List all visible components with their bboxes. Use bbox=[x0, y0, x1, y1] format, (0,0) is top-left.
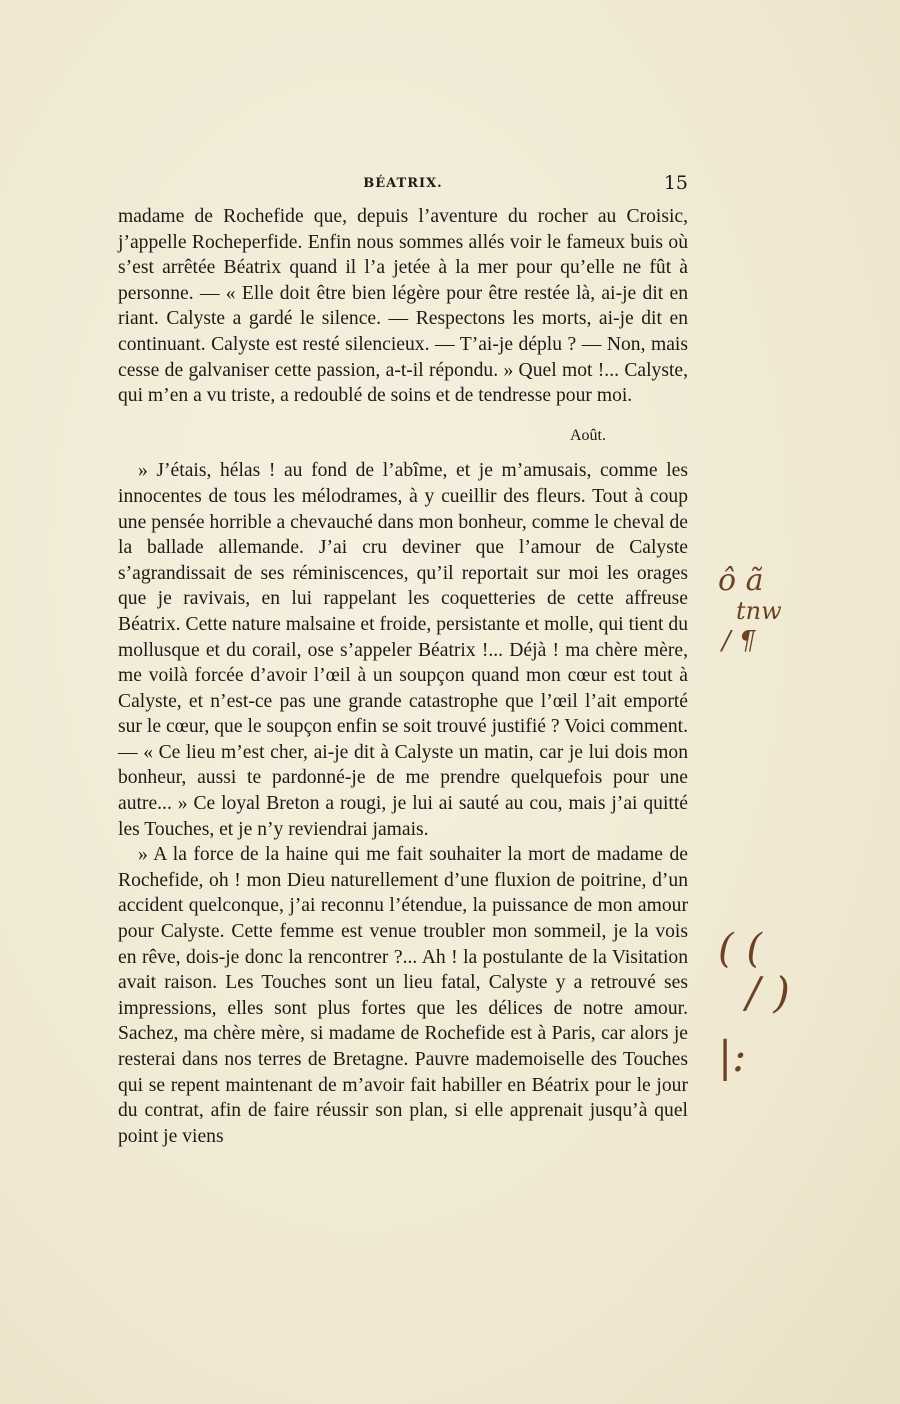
paragraph-1: madame de Rochefide que, depuis l’aventure du rocher au Croisic, j’appelle Rocheperfide. Enfin nous sommes allés voir le fameux buis où s’est arrêtée Béatrix quand il l’a jetée à la mer pour qu’elle ne fût à personne. — « Elle doit être bien légère pour être restée là, ai-je dit en riant. Calyste a gardé le silence. — Respectons les morts, ai-je dit en continuant. Calyste est resté silencieux. — T’ai-je déplu ? — Non, mais cesse de galvaniser cette passion, a-t-il répondu. » Quel mot !... Calyste, qui m’en a vu triste, a redoublé de soins et de tendresse pour moi. bbox=[118, 206, 688, 407]
running-title: BÉATRIX. bbox=[363, 176, 443, 191]
annotation-1-line-3: / ¶ bbox=[722, 626, 756, 656]
margin-annotation-1 bbox=[718, 563, 782, 656]
margin-annotation-4: |: bbox=[718, 1032, 747, 1081]
annotation-1-line-1: ô ã bbox=[718, 563, 764, 598]
page-header bbox=[118, 172, 688, 200]
page-number: 15 bbox=[663, 172, 688, 194]
body-text bbox=[118, 204, 688, 1149]
margin-annotation-3: / ) bbox=[746, 968, 790, 1017]
annotation-1-line-2: tnw bbox=[736, 597, 782, 625]
paragraph-3: » A la force de la haine qui me fait souhaiter la mort de madame de Rochefide, oh ! mon Dieu naturellement d’une fluxion de poitrine, d’un accident quelconque, j’ai reconnu l’étendue, la puissance de mon amour pour Calyste. Cette femme est venue troubler mon sommeil, je la vois en rêve, dois-je donc la rencontrer ?... Ah ! la postulante de la Visitation avait raison. Les Touches sont un lieu fatal, Calyste y a retrouvé ses impressions, elles sont plus fortes que les délices de notre amour. Sachez, ma chère mère, si madame de Rochefide est à Paris, car alors je resterai dans nos terres de Bretagne. Pauvre mademoiselle des Touches qui se repent maintenant de m’avoir fait habiller en Béatrix pour le jour du contrat, afin de faire réussir son plan, si elle apprenait jusqu’à quel point je viens bbox=[118, 844, 688, 1147]
paragraph-2: » J’étais, hélas ! au fond de l’abîme, et je m’amusais, comme les innocentes de tous les mélodrames, à y cueillir des fleurs. Tout à coup une pensée horrible a chevauché dans mon bonheur, comme le cheval de la ballade allemande. J’ai cru deviner que l’amour de Calyste s’agrandissait de ses réminiscences, qu’il reportait sur moi les orages que je ravivais, en lui rappelant les coquetteries de cette affreuse Béatrix. Cette nature malsaine et froide, persistante et molle, qui tient du mollusque et du corail, ose s’appeler Béatrix !... Déjà ! ma chère mère, me voilà forcée d’avoir l’œil à un soupçon quand mon cœur est tout à Calyste, et n’est-ce pas une grande catastrophe que l’œil l’ait emporté sur le cœur, que le soupçon enfin se soit trouvé justifié ? Voici comment. — « Ce lieu m’est cher, ai-je dit à Calyste un matin, car je lui dois mon bonheur, aussi te pardonné-je de me prendre quelquefois pour une autre... » Ce loyal Breton a rougi, je lui ai sauté au cou, mais j’ai quitté les Touches, et je n’y reviendrai jamais. bbox=[118, 460, 688, 840]
date-heading: Août. bbox=[570, 426, 606, 444]
margin-annotation-2: ( ( bbox=[718, 926, 762, 972]
